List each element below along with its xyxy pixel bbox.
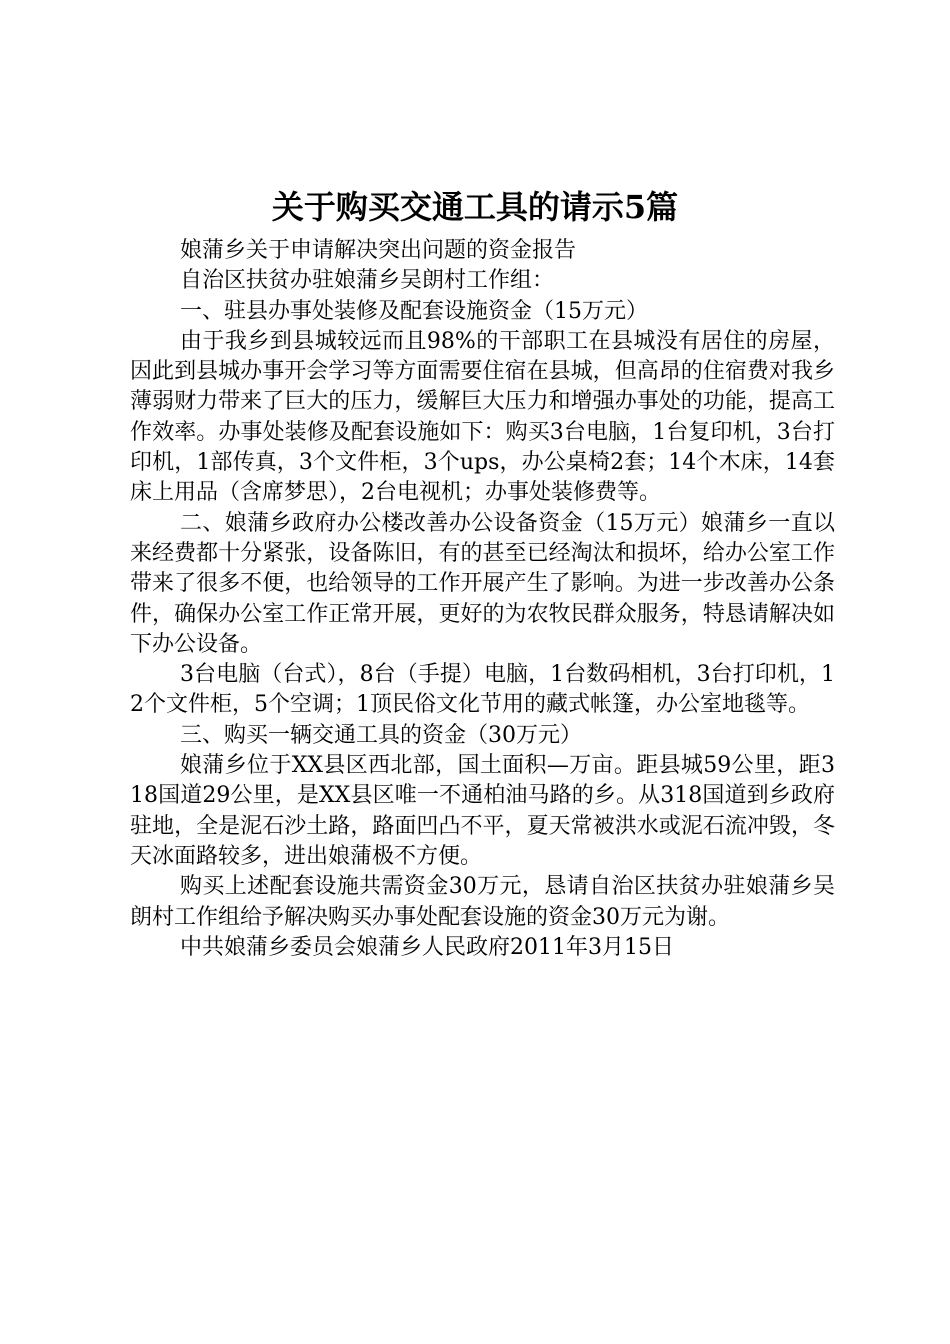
section-three-heading: 三、购买一辆交通工具的资金（30万元） [180, 722, 582, 748]
section-two-body: 二、娘蒲乡政府办公楼改善办公设备资金（15万元）娘蒲乡一直以来经费都十分紧张，设备陈旧，有的甚至已经淘汰和损坏，给办公室工作带来了很多不便，也给领导的工作开展产生了影响。为进一步改善办公条件，确保办公室工作正常开展，更好的为农牧民群众服务，特恳请解决如下办公设备。 [130, 510, 835, 657]
recipient-line: 自治区扶贫办驻娘蒲乡吴朗村工作组： [180, 268, 555, 294]
signature-date-line: 中共娘蒲乡委员会娘蒲乡人民政府2011年3月15日 [180, 934, 674, 960]
section-one-body: 由于我乡到县城较远而且98%的干部职工在县城没有居住的房屋，因此到县城办事开会学习等方面需要住宿在县城，但高昂的住宿费对我乡薄弱财力带来了巨大的压力，缓解巨大压力和增强办事处的功能，提高工作效率。办事处装修及配套设施如下：购买3台电脑，1台复印机，3台打印机，1部传真，3个文件柜，3个ups，办公桌椅2套；14个木床，14套床上用品（含席梦思），2台电视机；办事处装修费等。 [130, 328, 835, 506]
report-heading: 娘蒲乡关于申请解决突出问题的资金报告 [180, 238, 577, 263]
section-three-body: 娘蒲乡位于XX县区西北部，国土面积—万亩。距县城59公里，距318国道29公里，是XX县区唯一不通柏油马路的乡。从318国道到乡政府驻地，全是泥石沙土路，路面凹凸不平，夏天常被洪水或泥石流冲毁，冬天冰面路较多，进出娘蒲极不方便。 [130, 753, 835, 869]
document-body [130, 236, 835, 963]
section-one-heading: 一、驻县办事处装修及配套设施资金（15万元） [180, 298, 648, 324]
equipment-list: 3台电脑（台式），8台（手提）电脑，1台数码相机，3台打印机，12个文件柜，5个空调；1顶民俗文化节用的藏式帐篷，办公室地毯等。 [130, 662, 835, 718]
funding-request: 购买上述配套设施共需资金30万元，恳请自治区扶贫办驻娘蒲乡吴朗村工作组给予解决购买办事处配套设施的资金30万元为谢。 [130, 874, 835, 930]
document-title: 关于购买交通工具的请示5篇 [271, 188, 679, 226]
